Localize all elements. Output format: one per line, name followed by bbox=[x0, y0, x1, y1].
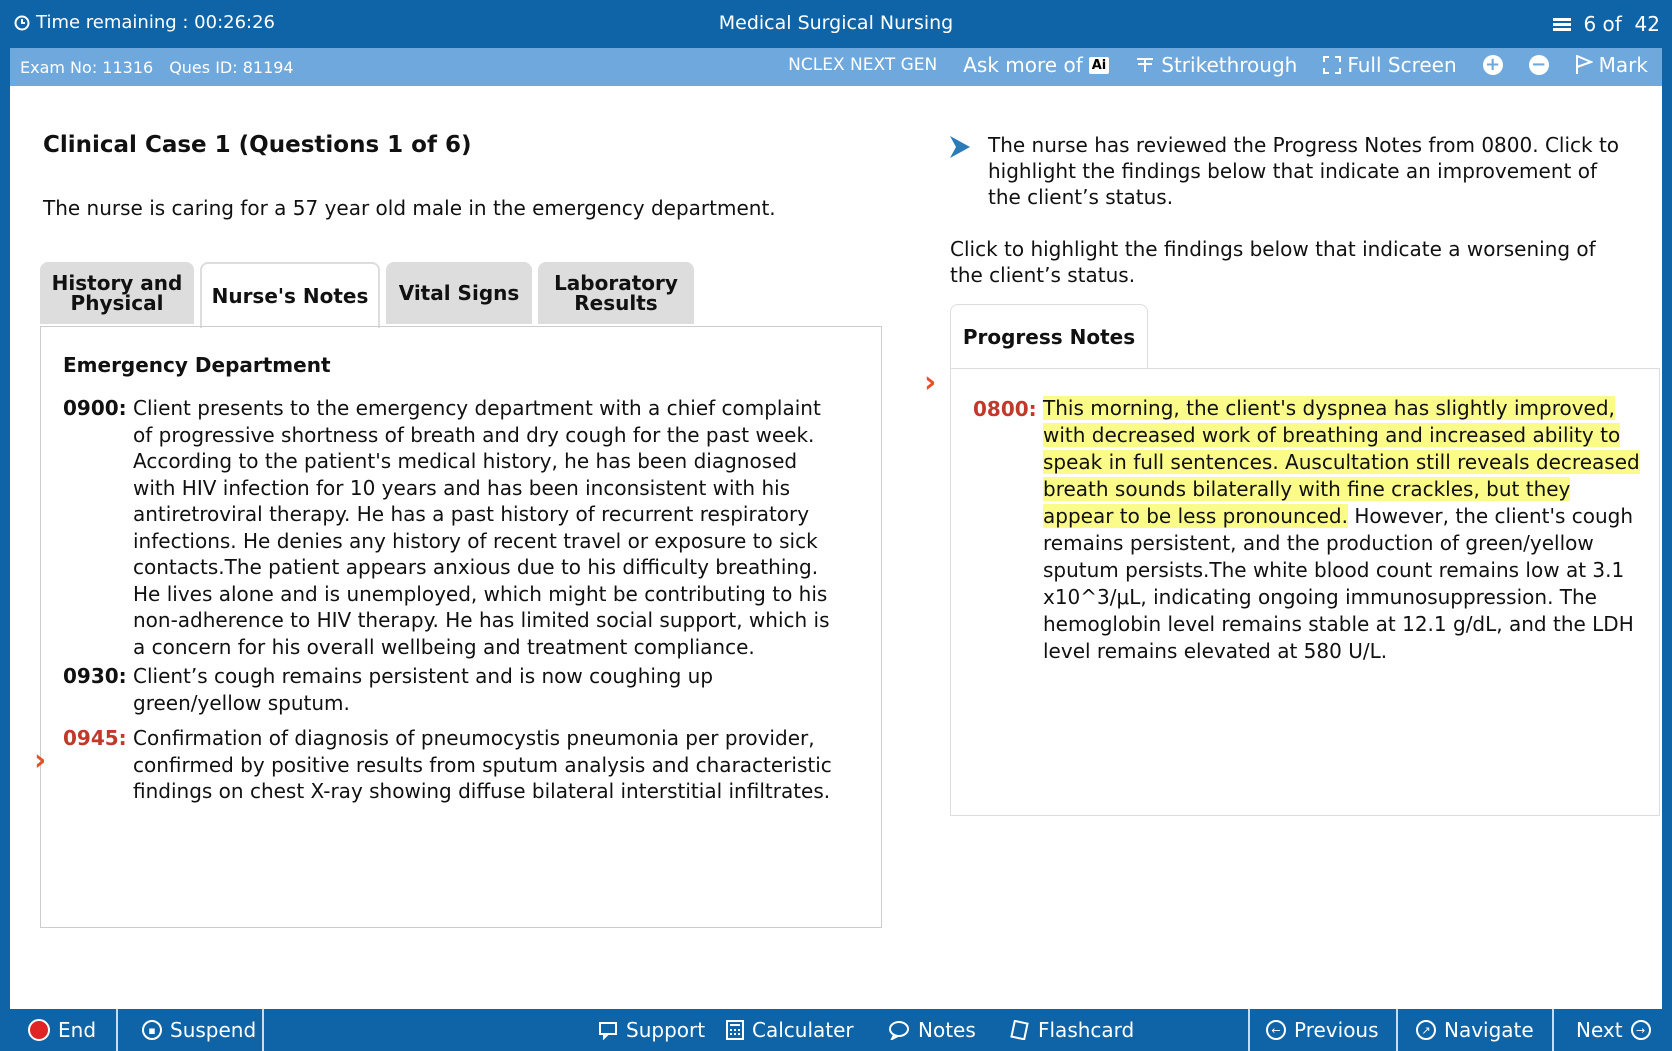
notes-label: Notes bbox=[918, 1018, 976, 1042]
timer-label: Time remaining : 00:26:26 bbox=[36, 12, 276, 33]
arrow-right-icon: → bbox=[1631, 1020, 1651, 1040]
note-entry bbox=[63, 663, 843, 716]
support-label: Support bbox=[626, 1018, 706, 1042]
next-label: Next bbox=[1576, 1018, 1623, 1042]
tab-nurses-notes[interactable]: Nurse's Notes bbox=[200, 262, 380, 328]
case-description: The nurse is caring for a 57 year old male in the emergency department. bbox=[43, 196, 776, 220]
tab-history-physical[interactable]: History and Physical bbox=[40, 262, 194, 324]
previous-button[interactable] bbox=[1266, 1009, 1379, 1051]
flag-icon bbox=[1575, 55, 1593, 75]
tab-progress-notes[interactable]: Progress Notes bbox=[950, 304, 1148, 369]
divider bbox=[1396, 1009, 1398, 1051]
note-time: 0930: bbox=[63, 664, 127, 688]
note-text: Client’s cough remains persistent and is now coughing up green/yellow sputum. bbox=[133, 664, 714, 715]
mark-button[interactable] bbox=[1575, 53, 1648, 77]
compass-icon: ↗ bbox=[1416, 1020, 1436, 1040]
top-bar bbox=[0, 0, 1672, 48]
flashcard-label: Flashcard bbox=[1038, 1018, 1135, 1042]
notes-button[interactable] bbox=[888, 1009, 976, 1051]
pointer-arrow-icon bbox=[948, 134, 972, 160]
zoom-out-button[interactable]: − bbox=[1529, 55, 1549, 75]
divider bbox=[262, 1009, 264, 1051]
exam-number: Exam No: 11316 bbox=[20, 58, 154, 77]
question-id: Ques ID: 81194 bbox=[169, 58, 294, 77]
question-counter bbox=[1551, 12, 1660, 36]
navigate-label: Navigate bbox=[1444, 1018, 1534, 1042]
case-tabs bbox=[40, 262, 694, 328]
end-button[interactable] bbox=[28, 1009, 96, 1051]
main-content bbox=[10, 86, 1662, 1009]
pause-icon: ▪ bbox=[142, 1020, 162, 1040]
note-text: Client presents to the emergency department with a chief complaint of progressive shortness of breath and dry cough for the past week. According to the patient's medical history, he has been diagnosed with HIV infection for 10 years and has been inconsistent with his antiretroviral therapy. He has a past history of recurrent respiratory infections. He denies any history of recent travel or exposure to sick contacts.The patient appears anxious due to his difficulty breathing. He lives alone and is unemployed, which might be contributing to his non-adherence to HIV therapy. He has limited social support, which is a concern for his overall wellbeing and treatment compliance. bbox=[133, 396, 830, 659]
new-entry-marker-icon: › bbox=[924, 365, 937, 400]
support-button[interactable] bbox=[598, 1009, 705, 1051]
note-time: 0900: bbox=[63, 396, 127, 420]
case-pane bbox=[10, 86, 910, 1009]
question-count: 6 of 42 bbox=[1583, 12, 1660, 36]
suspend-label: Suspend bbox=[170, 1018, 257, 1042]
strikethrough-label: Strikethrough bbox=[1161, 53, 1298, 77]
ask-ai-button[interactable] bbox=[963, 53, 1109, 77]
note-entry bbox=[63, 395, 843, 660]
highlighted-text[interactable]: This morning, the client's dyspnea has slightly improved, with decreased work of breathing and increased ability to speak in full sentences. Auscultation still reveals decreased breath sounds bilaterally with fine crackles, but they appear to be less pronounced. bbox=[1043, 396, 1640, 528]
flashcard-button[interactable] bbox=[1008, 1009, 1134, 1051]
instruction-improvement: The nurse has reviewed the Progress Notes from 0800. Click to highlight the findings below that indicate an improvement of the client’s status. bbox=[988, 133, 1620, 209]
suspend-button[interactable] bbox=[142, 1009, 256, 1051]
ask-more-label: Ask more of bbox=[963, 53, 1083, 77]
support-icon bbox=[598, 1020, 618, 1040]
tab-laboratory-results[interactable]: Laboratory Results bbox=[538, 262, 694, 324]
progress-note-text[interactable] bbox=[1043, 395, 1643, 665]
stack-icon bbox=[1551, 16, 1573, 32]
notes-heading: Emergency Department bbox=[63, 353, 331, 377]
calculator-button[interactable] bbox=[726, 1009, 854, 1051]
strikethrough-button[interactable] bbox=[1135, 53, 1297, 77]
divider bbox=[1552, 1009, 1554, 1051]
full-screen-button[interactable] bbox=[1323, 53, 1456, 77]
toolbar bbox=[10, 48, 1662, 86]
exam-title: Medical Surgical Nursing bbox=[718, 12, 954, 34]
bottom-bar bbox=[0, 1009, 1672, 1051]
flashcard-icon bbox=[1008, 1020, 1030, 1040]
chat-icon bbox=[888, 1020, 910, 1040]
question-pane bbox=[924, 86, 1662, 1009]
arrow-left-icon: ← bbox=[1266, 1020, 1286, 1040]
previous-label: Previous bbox=[1294, 1018, 1379, 1042]
case-title: Clinical Case 1 (Questions 1 of 6) bbox=[43, 132, 472, 158]
divider bbox=[1248, 1009, 1250, 1051]
strikethrough-icon bbox=[1135, 56, 1155, 74]
nurses-notes-panel bbox=[40, 326, 882, 928]
full-screen-label: Full Screen bbox=[1347, 53, 1457, 77]
zoom-in-button[interactable]: + bbox=[1483, 55, 1503, 75]
new-entry-marker-icon: › bbox=[34, 743, 47, 778]
ai-icon: Ai bbox=[1089, 57, 1110, 74]
next-button[interactable] bbox=[1576, 1009, 1651, 1051]
calculator-label: Calculater bbox=[752, 1018, 854, 1042]
fullscreen-icon bbox=[1323, 56, 1341, 74]
navigate-button[interactable] bbox=[1416, 1009, 1534, 1051]
end-label: End bbox=[58, 1018, 97, 1042]
note-time: 0945: bbox=[63, 726, 127, 750]
calculator-icon bbox=[726, 1020, 744, 1040]
mark-label: Mark bbox=[1598, 53, 1648, 77]
note-entry bbox=[63, 725, 843, 805]
tab-vital-signs[interactable]: Vital Signs bbox=[386, 262, 532, 324]
divider bbox=[116, 1009, 118, 1051]
instruction-worsening: Click to highlight the findings below that indicate a worsening of the client’s status. bbox=[950, 237, 1596, 287]
progress-note-time: 0800: bbox=[973, 397, 1037, 421]
nclex-label: NCLEX NEXT GEN bbox=[788, 55, 938, 75]
note-text: Confirmation of diagnosis of pneumocystis pneumonia per provider, confirmed by positive results from sputum analysis and characteristic findings on chest X-ray showing diffuse bilateral interstitial infiltrates. bbox=[133, 726, 832, 803]
unhighlighted-text[interactable]: However, the client's cough remains persistent, and the production of green/yellow sputum persists.The white blood count remains low at 3.1 x10^3/μL, indicating ongoing immunosuppression. The hemoglobin level remains stable at 12.1 g/dL, and the LDH level remains elevated at 580 U/L. bbox=[1043, 504, 1634, 663]
stop-icon bbox=[28, 1019, 50, 1041]
progress-notes-panel bbox=[950, 368, 1660, 816]
